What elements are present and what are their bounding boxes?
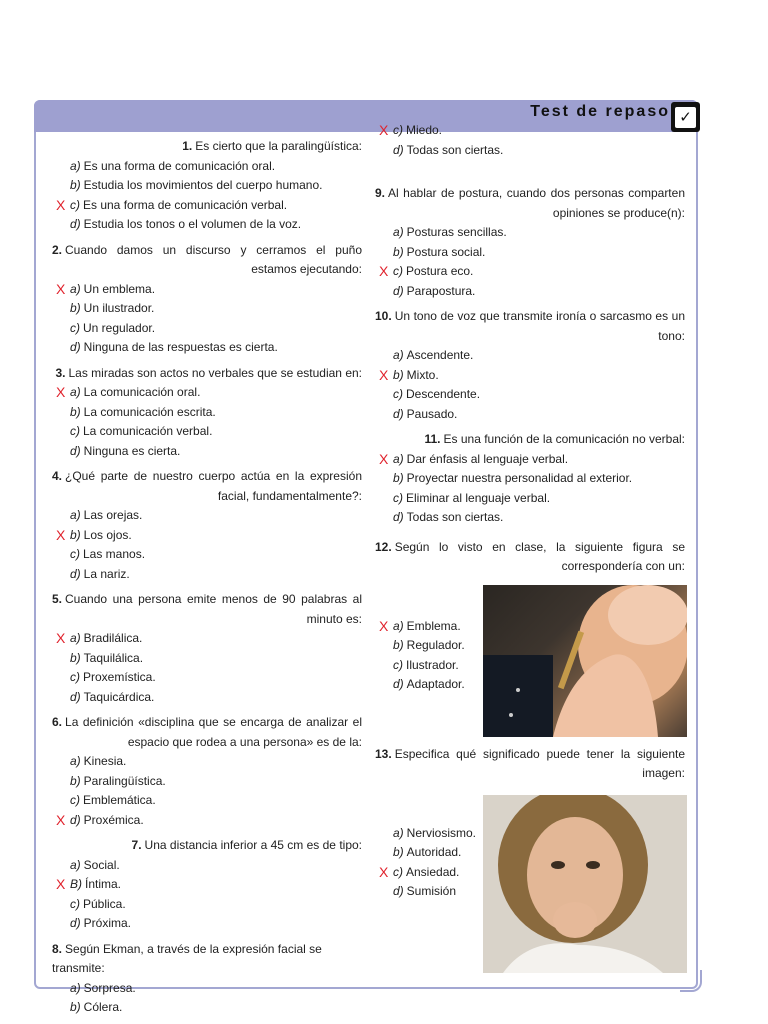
- option-letter: d): [70, 217, 81, 231]
- photo-girl-hand-on-mouth: [483, 795, 687, 973]
- option-text: Ninguna es cierta.: [83, 443, 181, 458]
- option-letter: a): [393, 348, 404, 362]
- question-text: Una distancia inferior a 45 cm es de tipo:: [144, 838, 362, 852]
- option-text: La comunicación oral.: [83, 385, 201, 399]
- answer-option[interactable]: [52, 338, 362, 358]
- cross-mark-icon: X: [56, 384, 66, 400]
- question-number: 1.: [182, 139, 193, 153]
- question-text: Un tono de voz que transmite ironía o sarcasmo es un tono:: [394, 309, 685, 343]
- question-stem: [375, 184, 685, 223]
- question-stem: [52, 137, 362, 157]
- option-text: Estudia los movimientos del cuerpo humano.: [83, 178, 323, 192]
- left-column: [52, 137, 362, 1024]
- option-letter: b): [393, 845, 404, 859]
- option-letter: d): [70, 689, 81, 704]
- option-text: Paralingüística.: [83, 773, 166, 788]
- answer-option[interactable]: [375, 121, 685, 141]
- option-letter: c): [70, 197, 80, 212]
- option-text: Descendente.: [406, 387, 481, 401]
- option-letter: c): [393, 123, 403, 137]
- option-letter: b): [70, 178, 81, 192]
- question-right-1: [375, 184, 685, 301]
- answer-option[interactable]: [52, 403, 362, 423]
- option-text: Kinesia.: [83, 754, 127, 768]
- answer-option[interactable]: [375, 469, 685, 489]
- answer-option[interactable]: [375, 824, 488, 844]
- question-right-2: [375, 307, 685, 424]
- answer-option[interactable]: [52, 998, 362, 1018]
- answer-option[interactable]: [52, 526, 362, 546]
- right-column: [375, 121, 685, 908]
- question-stem: [52, 940, 362, 979]
- option-text: Proxemística.: [83, 670, 156, 684]
- option-text: Cólera.: [83, 1000, 123, 1014]
- cross-mark-icon: X: [56, 630, 66, 646]
- option-letter: c): [70, 320, 80, 335]
- option-letter: c): [70, 424, 80, 438]
- option-letter: a): [70, 281, 81, 296]
- answer-option[interactable]: [375, 617, 488, 637]
- cross-mark-icon: X: [379, 366, 389, 383]
- question-number: 10.: [375, 309, 392, 323]
- option-text: Regulador.: [406, 638, 465, 652]
- check-icon: ✓: [671, 102, 700, 132]
- question-stem: [52, 713, 362, 752]
- question-text: Es cierto que la paralingüística:: [195, 139, 362, 153]
- option-letter: c): [70, 547, 80, 561]
- question-left-7: [52, 940, 362, 1018]
- question-left-0: [52, 137, 362, 235]
- option-text: Emblema.: [406, 618, 461, 633]
- question-number: 9.: [375, 186, 386, 200]
- question-text: Según Ekman, a través de la expresión facial se transmite:: [52, 941, 322, 975]
- answer-option[interactable]: [52, 157, 362, 177]
- answer-option[interactable]: [52, 299, 362, 319]
- question-number: 4.: [52, 469, 63, 483]
- option-text: Pública.: [83, 896, 126, 911]
- question-number: 6.: [52, 715, 63, 729]
- option-letter: a): [393, 451, 404, 466]
- question-stem: [375, 307, 685, 346]
- option-text: Miedo.: [406, 123, 443, 137]
- option-text: Es una forma de comunicación verbal.: [83, 197, 288, 212]
- answer-option[interactable]: [52, 752, 362, 772]
- option-text: Un ilustrador.: [83, 301, 155, 315]
- option-text: Eliminar al lenguaje verbal.: [406, 490, 551, 505]
- option-letter: d): [393, 884, 404, 898]
- answer-option[interactable]: [52, 383, 362, 403]
- cross-mark-icon: X: [56, 196, 66, 213]
- option-text: Los ojos.: [83, 527, 132, 542]
- option-letter: a): [393, 825, 404, 840]
- option-text: La comunicación verbal.: [83, 424, 213, 438]
- answer-option[interactable]: [52, 545, 362, 565]
- question-left-1: [52, 241, 362, 358]
- option-text: La comunicación escrita.: [83, 404, 216, 419]
- option-text: La nariz.: [83, 566, 130, 581]
- cross-mark-icon: X: [56, 280, 66, 297]
- answer-option[interactable]: [375, 262, 685, 282]
- answer-option[interactable]: [52, 895, 362, 915]
- option-letter: d): [70, 340, 81, 354]
- page-title: Test de repaso: [530, 103, 670, 120]
- answer-option[interactable]: [52, 649, 362, 669]
- option-text: Posturas sencillas.: [406, 225, 507, 239]
- answer-option[interactable]: [375, 385, 685, 405]
- option-letter: c): [70, 670, 80, 684]
- option-letter: b): [393, 471, 404, 485]
- option-letter: d): [393, 406, 404, 421]
- option-letter: a): [70, 385, 81, 399]
- answer-option[interactable]: [375, 223, 685, 243]
- answer-option[interactable]: [375, 489, 685, 509]
- question-text: Cuando damos un discurso y cerramos el puño estamos ejecutando:: [65, 242, 362, 276]
- option-letter: c): [393, 657, 403, 672]
- option-text: Ascendente.: [406, 348, 474, 362]
- option-text: Íntima.: [85, 877, 122, 891]
- question-right-0: [375, 121, 685, 160]
- answer-option[interactable]: [52, 811, 362, 831]
- answer-option[interactable]: [52, 215, 362, 235]
- option-text: Social.: [83, 857, 120, 872]
- cross-mark-icon: X: [56, 876, 66, 892]
- cross-mark-icon: X: [56, 526, 66, 543]
- question-text: Las miradas son actos no verbales que se estudian en:: [68, 365, 362, 380]
- option-text: Sumisión: [406, 884, 457, 898]
- answer-option[interactable]: [52, 856, 362, 876]
- cross-mark-icon: X: [379, 450, 389, 467]
- answer-option[interactable]: [52, 506, 362, 526]
- option-letter: b): [70, 404, 81, 419]
- option-text: Un regulador.: [83, 320, 156, 335]
- option-letter: B): [70, 877, 82, 891]
- option-text: Todas son ciertas.: [406, 510, 504, 524]
- answer-option[interactable]: [375, 450, 685, 470]
- photo-person-finger-on-lips: [483, 585, 687, 737]
- question-left-2: [52, 364, 362, 462]
- question-stem: [52, 836, 362, 856]
- question-number: 12.: [375, 539, 392, 554]
- question-left-3: [52, 467, 362, 584]
- answer-option[interactable]: [375, 141, 685, 161]
- question-text: Cuando una persona emite menos de 90 palabras al minuto es:: [65, 592, 362, 626]
- answer-option[interactable]: [375, 243, 685, 263]
- answer-option[interactable]: [52, 772, 362, 792]
- answer-option[interactable]: [52, 629, 362, 649]
- option-letter: a): [393, 225, 404, 239]
- question-text: Según lo visto en clase, la siguiente figura se correspondería con un:: [394, 539, 685, 573]
- question-left-5: [52, 713, 362, 830]
- answer-option[interactable]: [375, 346, 685, 366]
- option-letter: a): [393, 618, 404, 633]
- answer-option[interactable]: [52, 791, 362, 811]
- option-letter: d): [70, 812, 81, 827]
- option-letter: b): [70, 527, 81, 542]
- option-text: Nerviosismo.: [406, 825, 477, 840]
- option-letter: a): [70, 980, 81, 995]
- answer-option[interactable]: [375, 366, 685, 386]
- answer-option[interactable]: [375, 636, 488, 656]
- answer-option[interactable]: [52, 176, 362, 196]
- question-number: 3.: [55, 365, 66, 380]
- option-text: Las orejas.: [83, 508, 143, 522]
- option-letter: d): [393, 510, 404, 524]
- question-right-3: [375, 430, 685, 528]
- answer-option[interactable]: [52, 565, 362, 585]
- option-text: Parapostura.: [406, 283, 476, 298]
- answer-option[interactable]: [375, 282, 685, 302]
- option-text: Ansiedad.: [406, 864, 460, 879]
- question-text: La definición «disciplina que se encarga de analizar el espacio que rodea a una persona» es de la:: [65, 715, 362, 749]
- question-number: 13.: [375, 746, 392, 761]
- option-letter: c): [393, 490, 403, 505]
- answer-option[interactable]: [52, 688, 362, 708]
- question-stem: [52, 364, 362, 384]
- question-number: 5.: [52, 592, 63, 606]
- option-text: Un emblema.: [83, 281, 156, 296]
- option-letter: b): [393, 244, 404, 259]
- answer-option[interactable]: [52, 196, 362, 216]
- answer-option[interactable]: [375, 656, 488, 676]
- answer-option[interactable]: [375, 675, 488, 695]
- cross-mark-icon: X: [379, 863, 389, 880]
- option-text: Sorpresa.: [83, 980, 136, 995]
- option-text: Proxémica.: [83, 812, 144, 827]
- option-letter: d): [393, 142, 404, 157]
- option-text: Ninguna de las respuestas es cierta.: [83, 340, 278, 354]
- option-text: Postura eco.: [406, 264, 474, 278]
- answer-option[interactable]: [52, 875, 362, 895]
- option-text: Pausado.: [406, 406, 458, 421]
- question-number: 11.: [424, 432, 441, 446]
- option-text: Dar énfasis al lenguaje verbal.: [406, 451, 569, 466]
- question-number: 7.: [131, 838, 142, 852]
- option-letter: a): [70, 508, 81, 522]
- answer-option[interactable]: [375, 843, 488, 863]
- option-text: Es una forma de comunicación oral.: [83, 158, 276, 173]
- option-text: Autoridad.: [406, 845, 462, 859]
- option-letter: d): [70, 443, 81, 458]
- answer-option[interactable]: [52, 442, 362, 462]
- option-text: Postura social.: [406, 244, 486, 259]
- option-letter: c): [70, 793, 80, 807]
- answer-option[interactable]: [375, 863, 488, 883]
- question-left-6: [52, 836, 362, 934]
- cross-mark-icon: X: [379, 122, 389, 138]
- answer-option[interactable]: [375, 508, 685, 528]
- option-letter: b): [393, 367, 404, 382]
- option-text: Todas son ciertas.: [406, 142, 504, 157]
- question-stem: [52, 241, 362, 280]
- question-stem: [375, 745, 685, 784]
- question-stem: [375, 430, 685, 450]
- question-stem: [375, 538, 685, 577]
- question-number: 8.: [52, 941, 63, 956]
- option-text: Taquicárdica.: [83, 689, 155, 704]
- answer-option[interactable]: [375, 405, 685, 425]
- option-letter: b): [393, 638, 404, 652]
- question-text: Al hablar de postura, cuando dos personas comparten opiniones se produce(n):: [388, 186, 685, 220]
- frame-corner: [680, 970, 702, 992]
- option-text: Mixto.: [406, 367, 439, 382]
- question-stem: [52, 467, 362, 506]
- answer-option[interactable]: [52, 979, 362, 999]
- option-letter: a): [70, 857, 81, 872]
- option-letter: c): [393, 264, 403, 278]
- question-text: ¿Qué parte de nuestro cuerpo actúa en la expresión facial, fundamentalmente?:: [65, 469, 362, 503]
- cross-mark-icon: X: [379, 263, 389, 279]
- option-letter: d): [393, 677, 404, 691]
- option-text: Las manos.: [83, 547, 146, 561]
- option-text: Taquilálica.: [83, 650, 144, 665]
- answer-option[interactable]: [52, 668, 362, 688]
- option-letter: c): [393, 387, 403, 401]
- option-letter: c): [70, 896, 80, 911]
- option-letter: c): [393, 864, 403, 879]
- answer-option[interactable]: [52, 280, 362, 300]
- option-letter: d): [70, 916, 81, 930]
- answer-option[interactable]: [375, 882, 488, 902]
- question-stem: [52, 590, 362, 629]
- question-number: 2.: [52, 242, 63, 257]
- option-text: Proyectar nuestra personalidad al exterior.: [406, 471, 633, 485]
- option-text: Adaptador.: [406, 677, 465, 691]
- option-text: Bradilálica.: [83, 631, 143, 645]
- option-letter: a): [70, 754, 81, 768]
- option-text: Estudia los tonos o el volumen de la voz.: [83, 217, 302, 231]
- option-letter: d): [70, 566, 81, 581]
- answer-option[interactable]: [52, 319, 362, 339]
- question-left-4: [52, 590, 362, 707]
- question-text: Especifica qué significado puede tener la siguiente imagen:: [394, 746, 685, 780]
- option-text: Emblemática.: [83, 793, 156, 807]
- cross-mark-icon: X: [56, 811, 66, 828]
- option-letter: b): [70, 650, 81, 665]
- option-letter: d): [393, 283, 404, 298]
- option-letter: b): [70, 773, 81, 788]
- option-letter: a): [70, 158, 81, 173]
- option-letter: b): [70, 301, 81, 315]
- option-letter: b): [70, 1000, 81, 1014]
- option-letter: a): [70, 631, 81, 645]
- cross-mark-icon: X: [379, 617, 389, 634]
- answer-option[interactable]: [52, 422, 362, 442]
- option-text: Ilustrador.: [406, 657, 459, 672]
- answer-option[interactable]: [52, 914, 362, 934]
- question-text: Es una función de la comunicación no verbal:: [443, 432, 685, 446]
- option-text: Próxima.: [83, 916, 132, 930]
